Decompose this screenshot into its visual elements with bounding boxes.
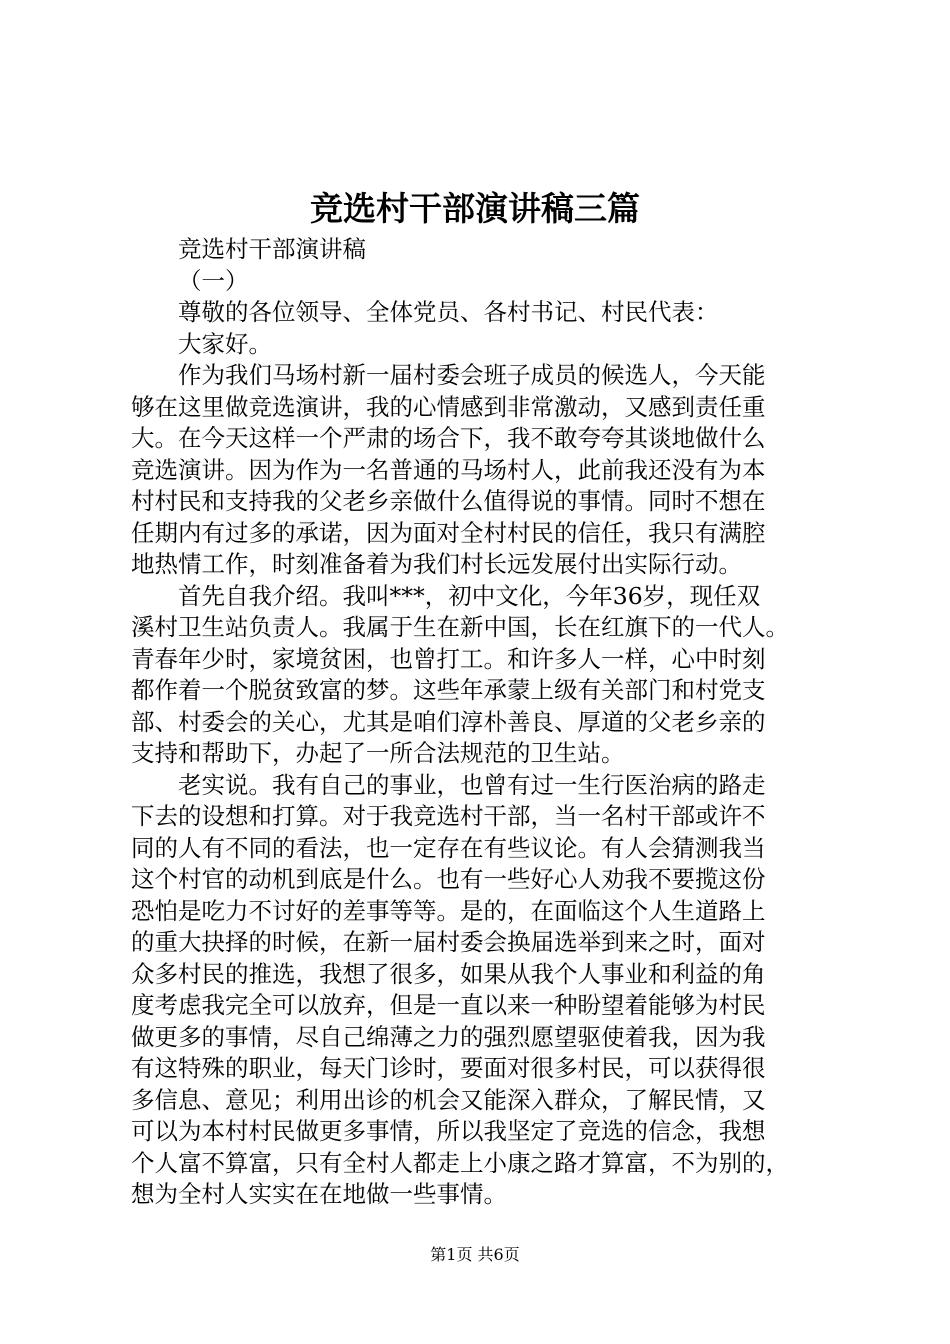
body-line: 同的人有不同的看法，也一定存在有些议论。有人会猜测我当 xyxy=(131,833,766,862)
body-line: 部、村委会的关心，尤其是咱们淳朴善良、厚道的父老乡亲的 xyxy=(131,707,766,736)
body-line: 恐怕是吃力不讨好的差事等等。是的，在面临这个人生道路上 xyxy=(131,896,766,925)
body-line: 度考虑我完全可以放弃，但是一直以来一种盼望着能够为村民 xyxy=(131,991,766,1019)
body-line: 可以为本村村民做更多事情，所以我坚定了竞选的信念，我想 xyxy=(131,1117,766,1145)
body-line: 老实说。我有自己的事业，也曾有过一生行医治病的路走 xyxy=(178,770,766,799)
body-line: 大家好。 xyxy=(178,329,272,358)
body-line: 青春年少时，家境贫困，也曾打工。和许多人一样，心中时刻 xyxy=(131,644,766,673)
body-line: 支持和帮助下，办起了一所合法规范的卫生站。 xyxy=(131,739,625,767)
body-line: 够在这里做竞选演讲，我的心情感到非常激动，又感到责任重 xyxy=(131,392,766,421)
body-line: 有这特殊的职业，每天门诊时，要面对很多村民，可以获得很 xyxy=(131,1054,766,1082)
body-line: 做更多的事情，尽自己绵薄之力的强烈愿望驱使着我，因为我 xyxy=(131,1022,766,1051)
body-line: 村村民和支持我的父老乡亲做什么值得说的事情。同时不想在 xyxy=(131,487,766,515)
body-line: 想为全村人实实在在地做一些事情。 xyxy=(131,1180,507,1208)
body-line: 溪村卫生站负责人。我属于生在新中国，长在红旗下的一代人。 xyxy=(131,613,789,641)
body-line: 首先自我介绍。我叫***，初中文化，今年36岁，现任双 xyxy=(178,581,761,610)
body-line: 尊敬的各位领导、全体党员、各村书记、村民代表： xyxy=(178,298,719,326)
page-footer: 第1页 共6页 xyxy=(430,1245,520,1264)
document-body xyxy=(131,234,846,1211)
body-line: 这个村官的动机到底是什么。也有一些好心人劝我不要揽这份 xyxy=(131,865,766,893)
body-line: 地热情工作，时刻准备着为我们村长远发展付出实际行动。 xyxy=(131,550,742,578)
body-line: （一） xyxy=(178,266,249,295)
body-line: 的重大抉择的时候，在新一届村委会换届选举到来之时，面对 xyxy=(131,928,766,956)
body-line: 个人富不算富，只有全村人都走上小康之路才算富，不为别的， xyxy=(131,1148,789,1177)
body-line: 大。在今天这样一个严肃的场合下，我不敢夸夸其谈地做什么 xyxy=(131,424,766,452)
body-line: 都作着一个脱贫致富的梦。这些年承蒙上级有关部门和村党支 xyxy=(131,676,766,704)
body-line: 竞选村干部演讲稿 xyxy=(178,235,366,263)
body-line: 任期内有过多的承诺，因为面对全村村民的信任，我只有满腔 xyxy=(131,518,766,547)
body-line: 竞选演讲。因为作为一名普通的马场村人，此前我还没有为本 xyxy=(131,455,766,484)
body-line: 多信息、意见；利用出诊的机会又能深入群众，了解民情，又 xyxy=(131,1085,766,1114)
body-line: 作为我们马场村新一届村委会班子成员的候选人，今天能 xyxy=(178,361,766,389)
body-line: 下去的设想和打算。对于我竞选村干部，当一名村干部或许不 xyxy=(131,802,766,830)
document-title: 竞选村干部演讲稿三篇 xyxy=(310,189,640,228)
body-line: 众多村民的推选，我想了很多，如果从我个人事业和利益的角 xyxy=(131,959,766,988)
